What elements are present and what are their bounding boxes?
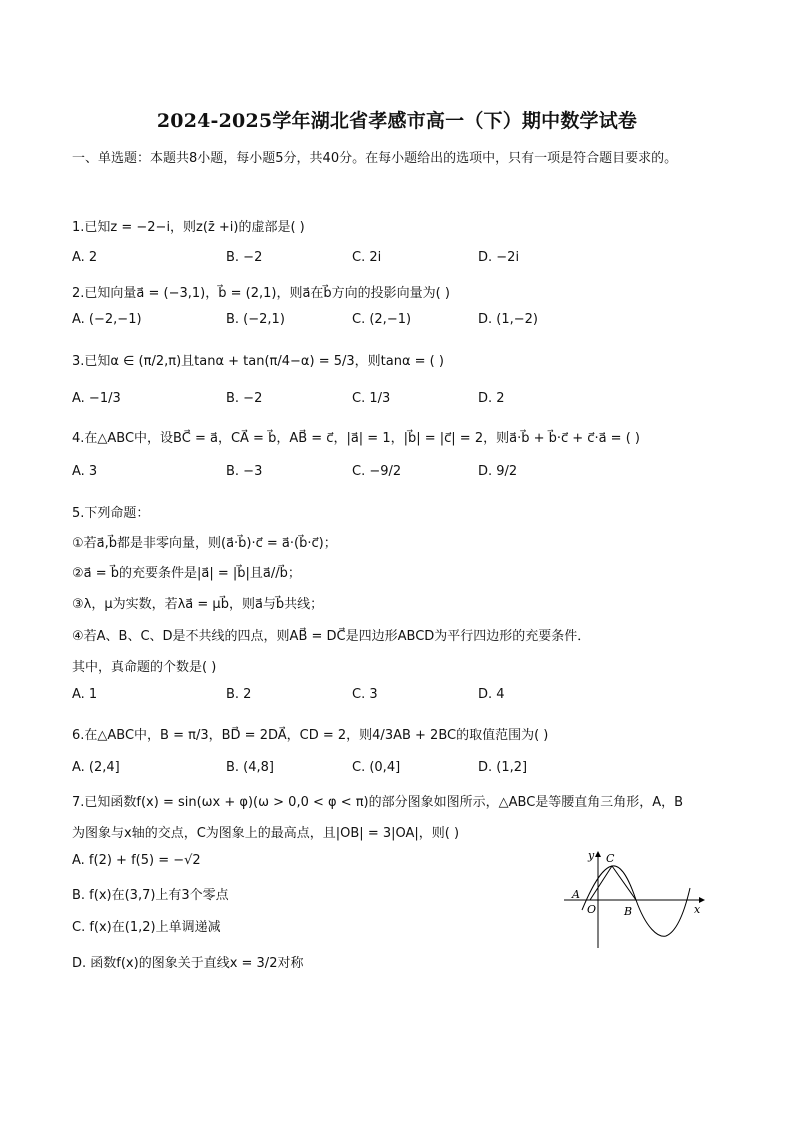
question-3-option-c: C. 1/3 bbox=[352, 391, 391, 406]
question-6-option-a: A. (2,4] bbox=[72, 760, 120, 775]
question-3-option-a: A. −1/3 bbox=[72, 391, 121, 406]
question-6-option-b: B. (4,8] bbox=[226, 760, 275, 775]
section-heading: 一、单选题：本题共8小题，每小题5分，共40分。在每小题给出的选项中，只有一项是符合题目要求的。 bbox=[72, 151, 678, 166]
question-1-option-b: B. −2 bbox=[226, 250, 263, 265]
question-5-item-3: ③λ，μ为实数，若λa⃗ = μb⃗，则a⃗与b⃗共线； bbox=[72, 597, 324, 612]
question-2-option-b: B. (−2,1) bbox=[226, 312, 285, 327]
x-axis-label: x bbox=[694, 903, 701, 916]
question-3-option-b: B. −2 bbox=[226, 391, 263, 406]
question-4-option-c: C. −9/2 bbox=[352, 464, 402, 479]
question-5-option-a: A. 1 bbox=[72, 687, 98, 702]
question-1-stem: 1.已知z = −2−i，则z(z̄ +i)的虚部是( ) bbox=[72, 220, 305, 235]
function-graph bbox=[560, 848, 710, 950]
question-5-option-b: B. 2 bbox=[226, 687, 252, 702]
exam-title: 2024-2025学年湖北省孝感市高一（下）期中数学试卷 bbox=[156, 110, 638, 132]
point-c-label: C bbox=[606, 852, 615, 865]
question-7-option-c: C. f(x)在(1,2)上单调递减 bbox=[72, 920, 221, 935]
y-axis-label: y bbox=[588, 849, 595, 862]
question-5-item-1: ①若a⃗,b⃗都是非零向量，则(a⃗·b⃗)·c⃗ = a⃗·(b⃗·c⃗)； bbox=[72, 536, 337, 551]
question-2-stem: 2.已知向量a⃗ = (−3,1)，b⃗ = (2,1)，则a⃗在b⃗方向的投影向量为( ) bbox=[72, 286, 450, 301]
question-2-option-d: D. (1,−2) bbox=[478, 312, 538, 327]
question-5-option-c: C. 3 bbox=[352, 687, 378, 702]
question-6-option-c: C. (0,4] bbox=[352, 760, 401, 775]
question-3-option-d: D. 2 bbox=[478, 391, 505, 406]
question-4-option-a: A. 3 bbox=[72, 464, 98, 479]
question-2-option-c: C. (2,−1) bbox=[352, 312, 412, 327]
question-4-stem: 4.在△ABC中，设BC⃗ = a⃗，CA⃗ = b⃗，AB⃗ = c⃗，|a⃗| = 1，|b⃗| = |c⃗| = 2，则a⃗·b⃗ + b⃗·c⃗ + c⃗·a⃗ = ( ) bbox=[72, 431, 640, 446]
question-7-option-a: A. f(2) + f(5) = −√2 bbox=[72, 853, 201, 868]
origin-label: O bbox=[587, 903, 597, 916]
question-7-stem-continued: 为图象与x轴的交点，C为图象上的最高点，且|OB| = 3|OA|，则( ) bbox=[72, 826, 460, 841]
question-1-option-a: A. 2 bbox=[72, 250, 98, 265]
question-4-option-d: D. 9/2 bbox=[478, 464, 518, 479]
question-6-option-d: D. (1,2] bbox=[478, 760, 528, 775]
question-1-option-c: C. 2i bbox=[352, 250, 382, 265]
question-5-stem: 5.下列命题： bbox=[72, 506, 150, 521]
question-4-option-b: B. −3 bbox=[226, 464, 263, 479]
question-6-stem: 6.在△ABC中，B = π/3，BD⃗ = 2DA⃗，CD = 2，则4/3AB + 2BC的取值范围为( ) bbox=[72, 728, 549, 743]
question-5-item-4: ④若A、B、C、D是不共线的四点，则AB⃗ = DC⃗是四边形ABCD为平行四边形的充要条件． bbox=[72, 629, 591, 644]
question-7-option-b: B. f(x)在(3,7)上有3个零点 bbox=[72, 888, 229, 903]
question-5-item-2: ②a⃗ = b⃗的充要条件是|a⃗| = |b⃗|且a⃗//b⃗； bbox=[72, 566, 301, 581]
question-5-option-d: D. 4 bbox=[478, 687, 505, 702]
question-2-option-a: A. (−2,−1) bbox=[72, 312, 142, 327]
question-1-option-d: D. −2i bbox=[478, 250, 520, 265]
question-7-option-d: D. 函数f(x)的图象关于直线x = 3/2对称 bbox=[72, 956, 304, 971]
point-b-label: B bbox=[624, 905, 633, 918]
question-5-tail: 其中，真命题的个数是( ) bbox=[72, 660, 217, 675]
question-7-stem: 7.已知函数f(x) = sin(ωx + φ)(ω > 0,0 < φ < π)的部分图象如图所示，△ABC是等腰直角三角形，A，B bbox=[72, 795, 684, 810]
question-3-stem: 3.已知α ∈ (π/2,π)且tanα + tan(π/4−α) = 5/3，则tanα = ( ) bbox=[72, 354, 444, 369]
point-a-label: A bbox=[572, 888, 580, 901]
